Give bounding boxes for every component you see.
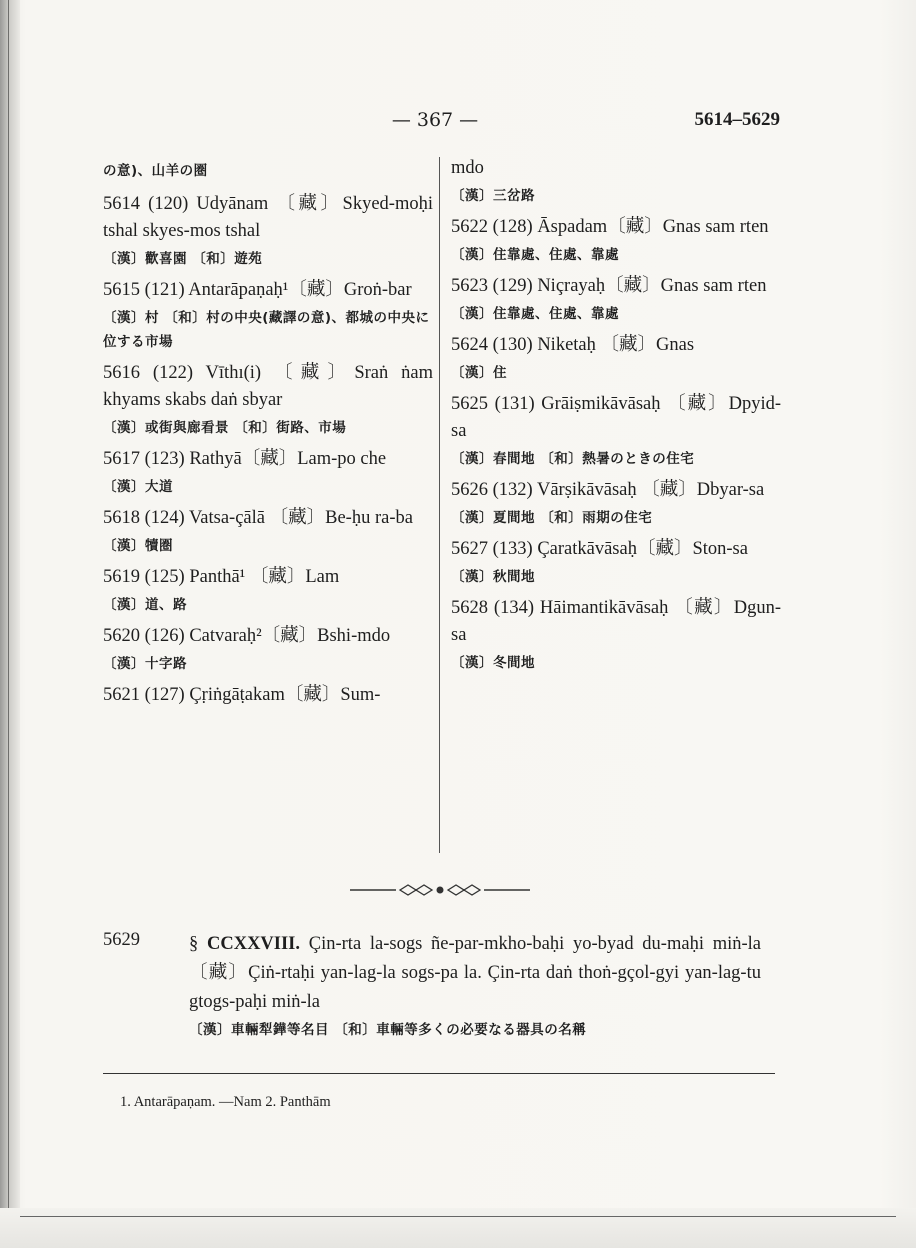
section-number: 5629 [103,930,140,950]
footnotes: 1. Antarāpaṇam. —Nam 2. Panthām [120,1094,331,1110]
entry-5628-cjk: 〔漢〕冬間地 [451,655,535,671]
entry-5625: 5625 (131) Grāiṣmikāvāsaḥ 〔藏〕Dpyid-sa [451,394,781,441]
entry-5627: 5627 (133) Çaratkāvāsaḥ〔藏〕Ston-sa [451,539,748,559]
footnote-rule [103,1073,775,1074]
entry-5617: 5617 (123) Rathyā〔藏〕Lam-po che [103,449,387,469]
entry-5624: 5624 (130) Niketaḥ 〔藏〕Gnas [451,335,695,355]
section-text: Çin-rta la-sogs ñe-par-mkho-baḥi yo-byad du-maḥi miṅ-la〔藏〕Çiṅ-rtaḥi yan-lag-la sogs-pa la. Çin-rta daṅ thoṅ-gçol-gyi yan-lag-tu gtogs-paḥi miṅ-la [189,934,761,1012]
entry-5621-cjk: 〔漢〕三岔路 [451,188,535,204]
section-ornament [350,882,530,898]
entry-5618-cjk: 〔漢〕犢圏 [103,538,173,554]
page-bottom-edge [0,1208,916,1248]
binding-line [8,0,9,1248]
entry-5628: 5628 (134) Hāimantikāvāsaḥ 〔藏〕Dgun-sa [451,598,781,645]
entry-5618: 5618 (124) Vatsa-çālā 〔藏〕Be-ḥu ra-ba [103,508,413,528]
entry-5627-cjk: 〔漢〕秋間地 [451,569,535,585]
entry-5622-cjk: 〔漢〕住靠處、住處、靠處 [451,247,619,263]
entry-5626: 5626 (132) Vārṣikāvāsaḥ 〔藏〕Dbyar-sa [451,480,765,500]
entry-5623-cjk: 〔漢〕住靠處、住處、靠處 [451,306,619,322]
entry-5622: 5622 (128) Āspadam〔藏〕Gnas sam rten [451,217,769,237]
entry-5626-cjk: 〔漢〕夏間地 〔和〕雨期の住宅 [451,510,653,526]
entry-5624-cjk: 〔漢〕住 [451,365,507,381]
page-bottom-line [20,1216,896,1217]
entry-5620: 5620 (126) Catvaraḥ²〔藏〕Bshi-mdo [103,626,391,646]
entry-5619: 5619 (125) Panthā¹ 〔藏〕Lam [103,567,340,587]
section-body [189,930,761,1043]
entry-5616: 5616 (122) Vīthı(i) 〔藏〕Sraṅ ṅam khyams skabs daṅ sbyar [103,363,433,410]
page-number: — 367 — [391,109,479,131]
entry-5619-cjk: 〔漢〕道、路 [103,597,187,613]
right-column [451,155,781,681]
entry-5615: 5615 (121) Antarāpaṇaḥ¹〔藏〕Groṅ-bar [103,280,412,300]
book-binding-shadow [0,0,20,1248]
entry-5620-cjk: 〔漢〕十字路 [103,656,187,672]
entry-5625-cjk: 〔漢〕春間地 〔和〕熱暑のときの住宅 [451,451,695,467]
section-cjk: 〔漢〕車輛犁鏵等名目 〔和〕車輛等多くの必要なる器具の名稱 [189,1022,587,1038]
entry-5614: 5614 (120) Udyānam 〔藏〕Skyed-moḥi tshal skyes-mos tshal [103,194,433,241]
entry-5614-cjk: 〔漢〕歡喜園 〔和〕遊苑 [103,251,263,267]
entry-5616-cjk: 〔漢〕或街與廊看景 〔和〕街路、市場 [103,420,347,436]
entry-5615-cjk: 〔漢〕村 〔和〕村の中央(藏譯の意)、都城の中央に位する市場 [103,310,430,350]
entry-range: 5614–5629 [694,109,780,130]
continued-text: mdo [451,158,484,178]
left-column [103,155,433,709]
column-divider [439,157,440,853]
entry-5617-cjk: 〔漢〕大道 [103,479,173,495]
section-roman: CCXXVIII. [206,934,301,954]
section-symbol: § [189,934,199,954]
continued-cjk-line: の意)、山羊の圏 [103,163,208,179]
entry-5621: 5621 (127) Çṛiṅgāṭakam〔藏〕Sum- [103,685,381,705]
entry-5623: 5623 (129) Niçrayaḥ〔藏〕Gnas sam rten [451,276,767,296]
